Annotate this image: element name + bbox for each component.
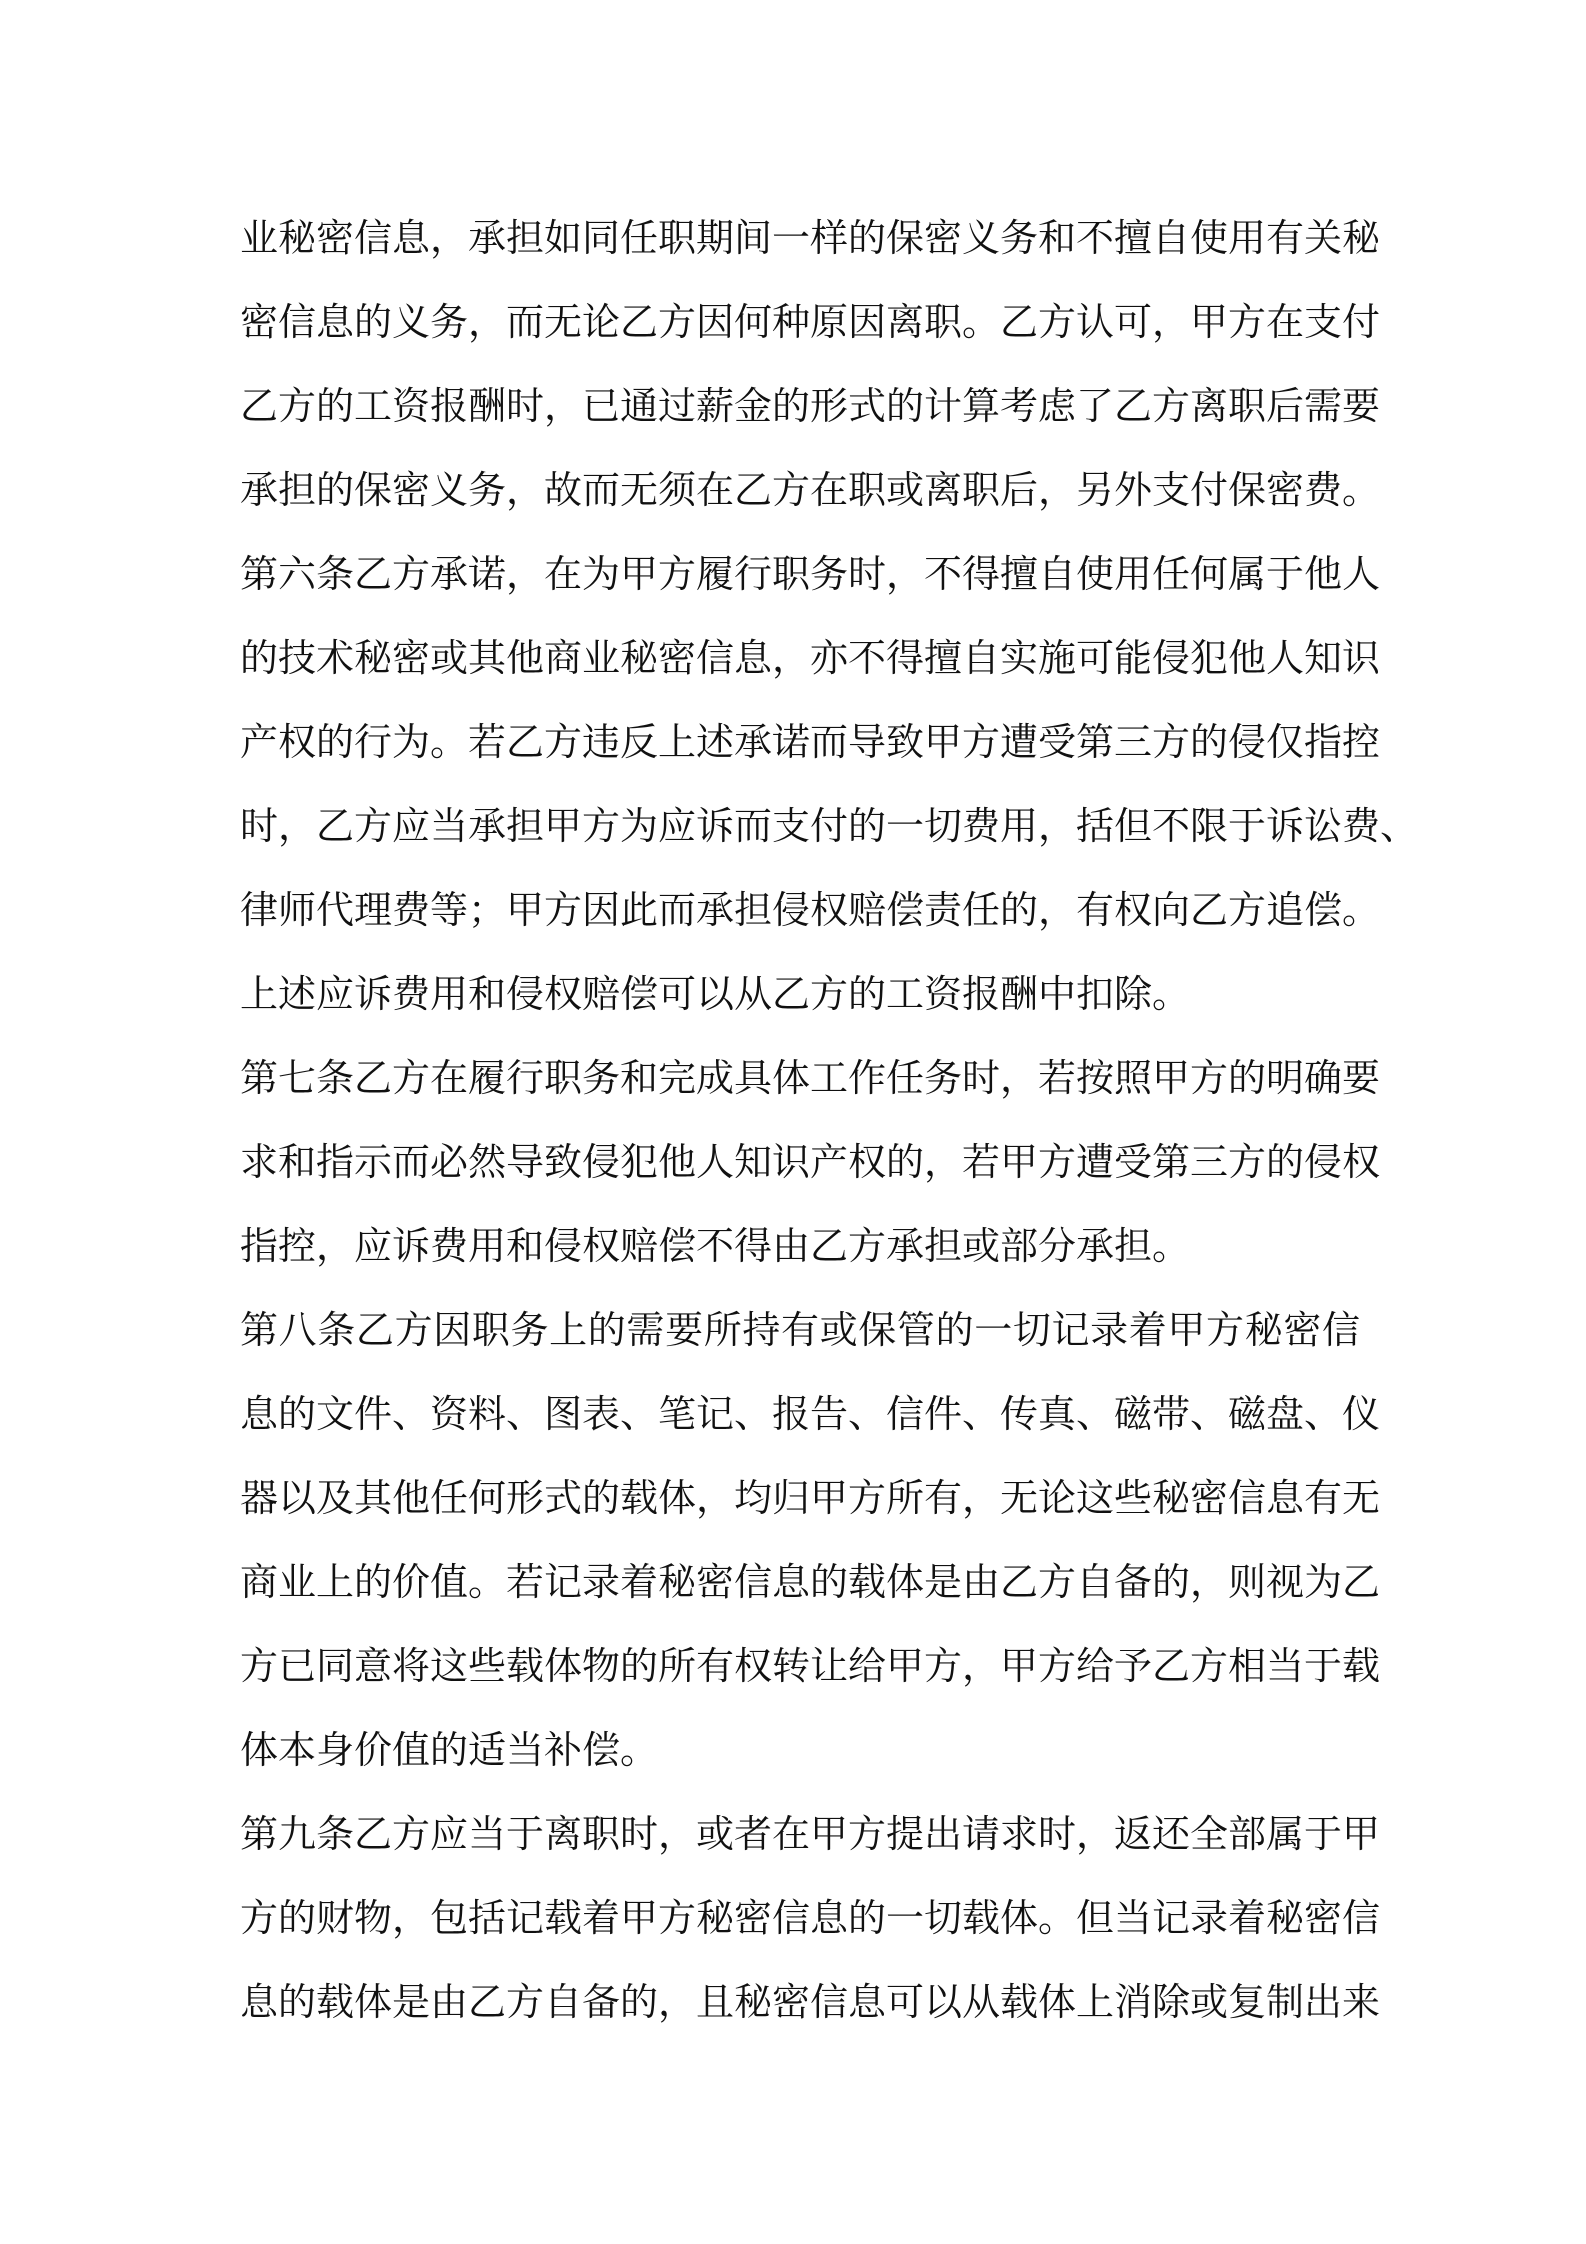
text-line: 业秘密信息，承担如同任职期间一样的保密义务和不擅自使用有关秘 (240, 216, 1381, 260)
text-line: 承担的保密义务，故而无须在乙方在职或离职后，另外支付保密费。 (240, 468, 1381, 512)
text-line: 求和指示而必然导致侵犯他人知识产权的，若甲方遭受第三方的侵权 (240, 1140, 1381, 1184)
text-line: 第七条乙方在履行职务和完成具体工作任务时，若按照甲方的明确要 (240, 1056, 1381, 1100)
text-line: 时，乙方应当承担甲方为应诉而支付的一切费用，括但不限于诉讼费、 (240, 804, 1419, 848)
text-line: 体本身价值的适当补偿。 (240, 1728, 659, 1772)
contract-text-block (240, 196, 1419, 2044)
text-line: 律师代理费等；甲方因此而承担侵权赔偿责任的，有权向乙方追偿。 (240, 888, 1381, 932)
text-line: 的技术秘密或其他商业秘密信息，亦不得擅自实施可能侵犯他人知识 (240, 636, 1381, 680)
text-line: 息的载体是由乙方自备的，且秘密信息可以从载体上消除或复制出来 (240, 1980, 1381, 2024)
text-line: 第九条乙方应当于离职时，或者在甲方提出请求时，返还全部属于甲 (240, 1812, 1381, 1856)
text-line: 产权的行为。若乙方违反上述承诺而导致甲方遭受第三方的侵仅指控 (240, 720, 1381, 764)
text-line: 第六条乙方承诺，在为甲方履行职务时，不得擅自使用任何属于他人 (240, 552, 1381, 596)
text-line: 第八条乙方因职务上的需要所持有或保管的一切记录着甲方秘密信 (240, 1308, 1360, 1352)
text-line: 方的财物，包括记载着甲方秘密信息的一切载体。但当记录着秘密信 (240, 1896, 1381, 1940)
text-line: 器以及其他任何形式的载体，均归甲方所有，无论这些秘密信息有无 (240, 1476, 1381, 1520)
text-line: 乙方的工资报酬时，已通过薪金的形式的计算考虑了乙方离职后需要 (240, 384, 1381, 428)
text-line: 方已同意将这些载体物的所有权转让给甲方，甲方给予乙方相当于载 (240, 1644, 1381, 1688)
text-line: 指控，应诉费用和侵权赔偿不得由乙方承担或部分承担。 (240, 1224, 1191, 1268)
text-line: 商业上的价值。若记录着秘密信息的载体是由乙方自备的，则视为乙 (240, 1560, 1381, 1604)
text-line: 上述应诉费用和侵权赔偿可以从乙方的工资报酬中扣除。 (240, 972, 1191, 1016)
text-line: 密信息的义务，而无论乙方因何种原因离职。乙方认可，甲方在支付 (240, 300, 1381, 344)
text-line: 息的文件、资料、图表、笔记、报告、信件、传真、磁带、磁盘、仪 (240, 1392, 1381, 1436)
